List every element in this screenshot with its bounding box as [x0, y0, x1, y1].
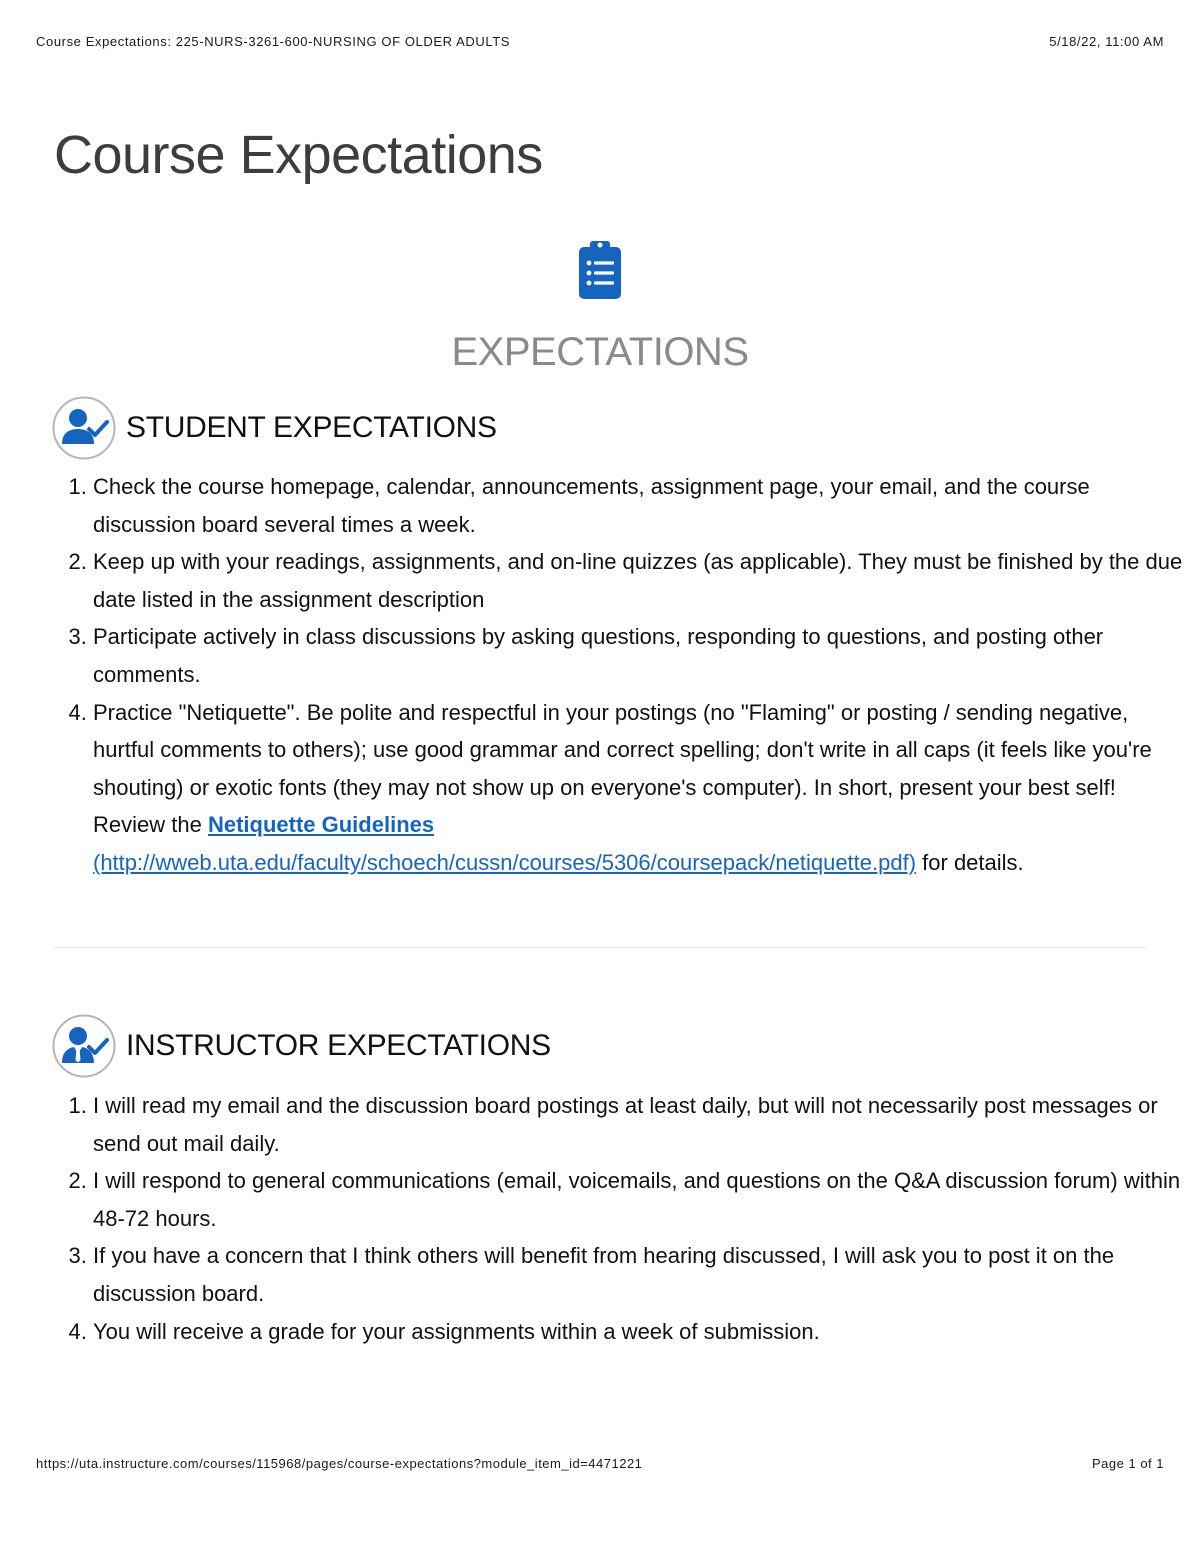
print-header-title: Course Expectations: 225-NURS-3261-600-NURSING OF OLDER ADULTS [36, 34, 511, 49]
student-expectations-header [52, 395, 497, 461]
instructor-expectations-header [52, 1013, 551, 1079]
user-check-icon [52, 396, 116, 460]
instructor-check-icon [52, 1014, 116, 1078]
list-item: 1. I will read my email and the discussion board postings at least daily, but will not necessarily post messages or send out mail daily. [93, 1087, 1193, 1162]
list-item: 1. Check the course homepage, calendar, announcements, assignment page, your email, and the course discussion board several times a week. [93, 468, 1193, 543]
netiquette-text-after: for details. [916, 849, 1024, 875]
print-header-datetime: 5/18/22, 11:00 AM [1049, 34, 1164, 49]
print-header [36, 34, 1164, 52]
page-title: Course Expectations [54, 125, 543, 185]
print-footer-page-indicator: Page 1 of 1 [1092, 1456, 1164, 1471]
instructor-expectations-list [54, 1087, 1193, 1350]
netiquette-text-before: Practice "Netiquette". Be polite and respectful in your postings (no "Flaming" or posting / sending negative, hurtful comments to others); use good grammar and correct spelling; don't write in all caps (it feels like you're shouting) or exotic fonts (they may not show up on everyone's computer). In short, present your best self! Review the [93, 699, 1152, 838]
list-item: 3. If you have a concern that I think others will benefit from hearing discussed, I will ask you to post it on the discussion board. [93, 1237, 1193, 1312]
clipboard-list-icon [576, 238, 624, 302]
student-expectations-list [54, 468, 1193, 882]
print-footer-url: https://uta.instructure.com/courses/115968/pages/course-expectations?module_item_id=4471221 [36, 1456, 643, 1471]
expectations-heading: EXPECTATIONS [451, 330, 749, 374]
section-divider [54, 947, 1146, 948]
list-item: 2. I will respond to general communications (email, voicemails, and questions on the Q&A discussion forum) within 48-72 hours. [93, 1162, 1193, 1237]
instructor-expectations-title: INSTRUCTOR EXPECTATIONS [126, 1029, 551, 1062]
netiquette-url-link[interactable]: (http://wweb.uta.edu/faculty/schoech/cussn/courses/5306/coursepack/netiquette.pdf) [93, 849, 917, 875]
print-footer [36, 1456, 1164, 1474]
netiquette-guidelines-link[interactable]: Netiquette Guidelines [207, 812, 435, 838]
list-item: 3. Participate actively in class discussions by asking questions, responding to questions, and posting other comments. [93, 618, 1193, 693]
list-item: 4. You will receive a grade for your assignments within a week of submission. [93, 1313, 1193, 1351]
list-item: 2. Keep up with your readings, assignments, and on-line quizzes (as applicable). They must be finished by the due date listed in the assignment description [93, 543, 1193, 618]
student-expectations-title: STUDENT EXPECTATIONS [126, 411, 497, 444]
list-item [93, 694, 1193, 882]
